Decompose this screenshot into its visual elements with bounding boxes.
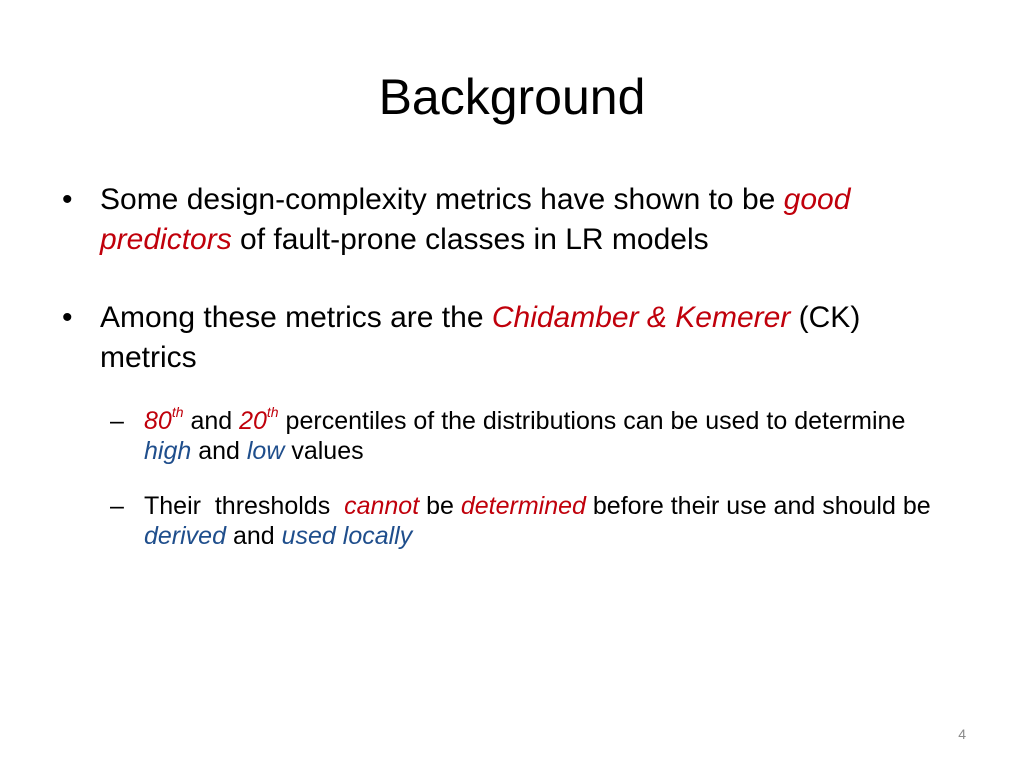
emphasis-text: derived: [144, 522, 226, 550]
bullet-dot-icon: •: [62, 183, 73, 216]
sub-bullet-text: and: [183, 407, 240, 435]
bullet-text: Among these metrics are the: [100, 301, 492, 334]
emphasis-text: determined: [460, 492, 586, 520]
emphasis-text: low: [246, 437, 285, 465]
page-number: 4: [958, 726, 966, 742]
slide-body: [62, 180, 952, 559]
sub-bullet-text: before their use and should be: [585, 492, 931, 520]
sub-bullet-item: [110, 403, 952, 466]
dash-icon: –: [110, 492, 124, 520]
sub-bullet-text: and: [191, 437, 247, 465]
emphasis-text: used locally: [281, 522, 413, 550]
bullet-text: of fault-prone classes in LR models: [231, 223, 709, 256]
emphasis-text: high: [144, 437, 192, 465]
emphasis-text: cannot: [344, 492, 420, 520]
dash-icon: –: [110, 407, 124, 435]
bullet-text: (CK) metrics: [100, 301, 861, 374]
emphasis-text: good predictors: [100, 183, 851, 256]
sub-bullet-text: and: [226, 522, 282, 550]
emphasis-text: Chidamber & Kemerer: [491, 301, 791, 334]
bullet-item: [62, 180, 952, 260]
sub-bullet-text: Their thresholds: [144, 492, 345, 520]
superscript-text: th: [171, 403, 184, 420]
sub-bullet-text: values: [284, 437, 364, 465]
superscript-text: th: [266, 403, 279, 420]
bullet-text: Some design-complexity metrics have shown to be: [100, 183, 784, 216]
bullet-item: [62, 298, 952, 378]
sub-bullet-list: [62, 403, 952, 551]
sub-bullet-text: be: [419, 492, 461, 520]
sub-bullet-item: [110, 491, 952, 551]
slide-title: Background: [378, 69, 646, 125]
emphasis-text: 80: [144, 407, 172, 435]
sub-bullet-text: percentiles of the distributions can be used to determine: [278, 407, 906, 435]
bullet-dot-icon: •: [62, 301, 73, 334]
emphasis-text: 20: [239, 407, 267, 435]
